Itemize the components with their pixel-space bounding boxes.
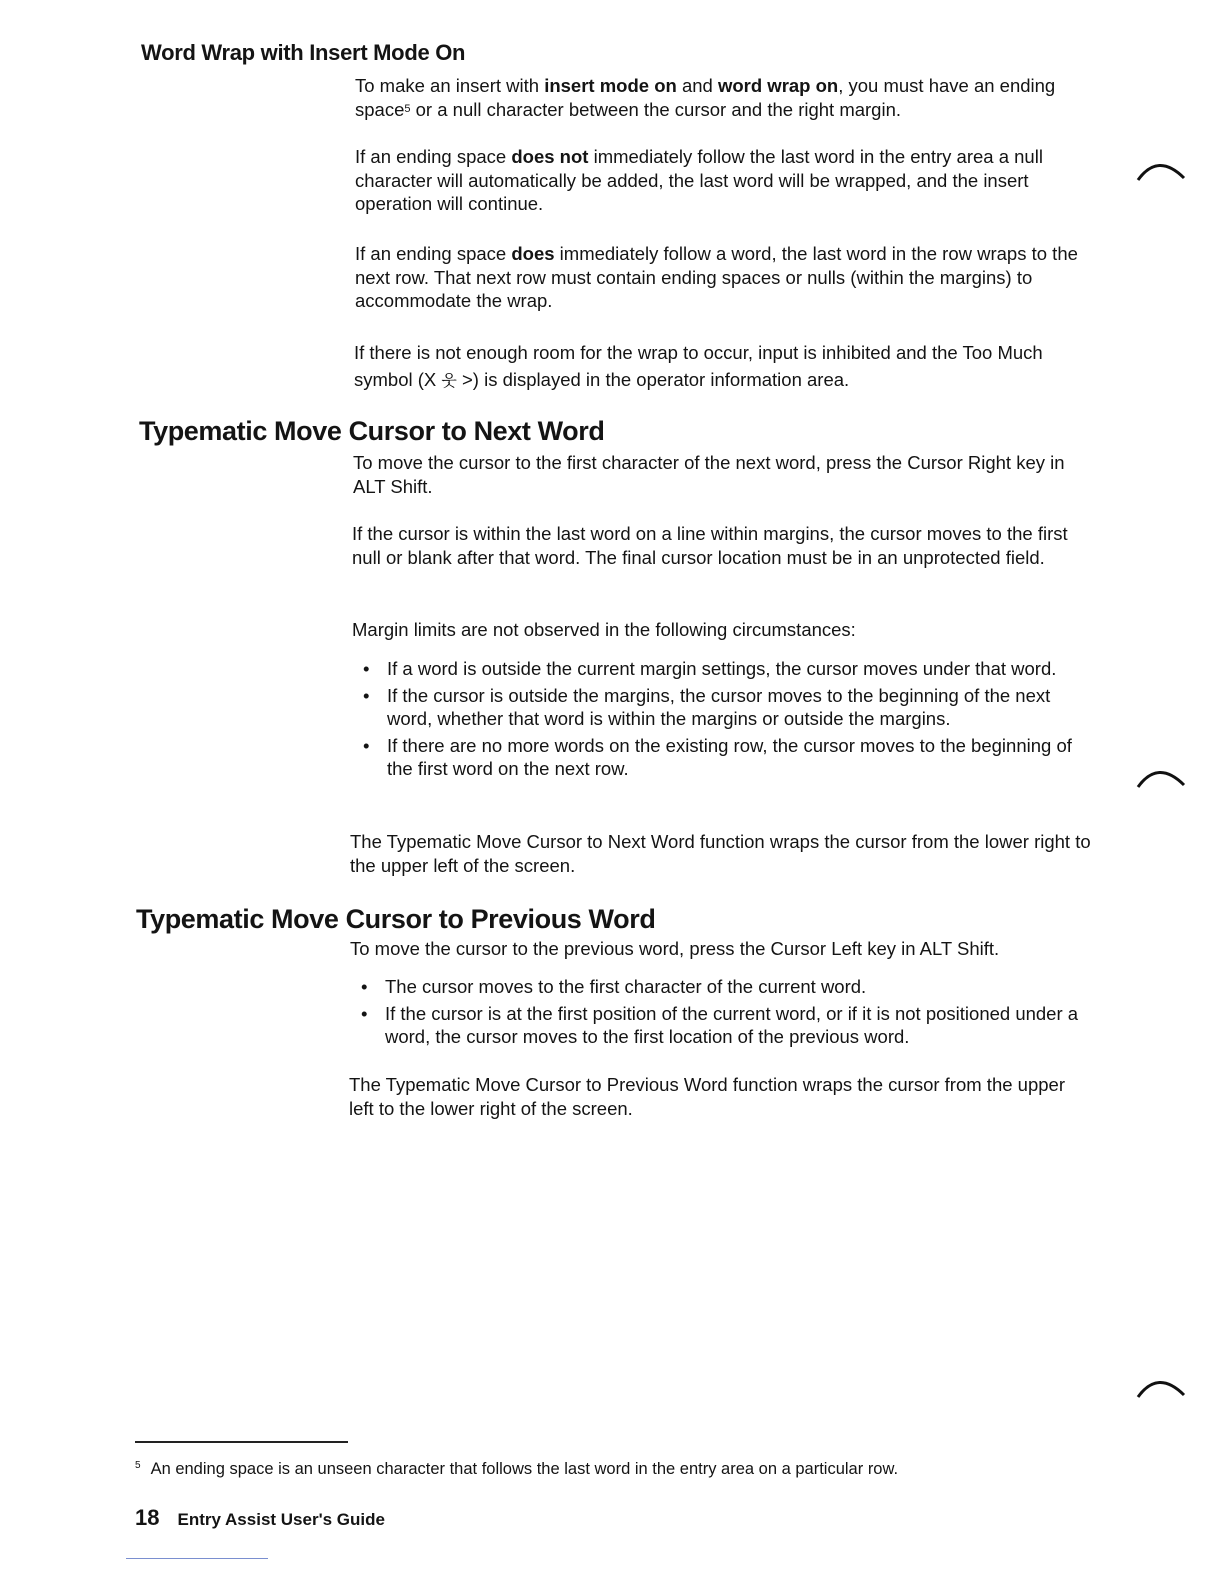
- footnote-text: An ending space is an unseen character that follows the last word in the entry area on a particular row.: [150, 1460, 899, 1478]
- bold-text: does not: [511, 146, 589, 167]
- text: If an ending space: [355, 243, 512, 264]
- bullet-icon: •: [361, 976, 368, 997]
- paragraph-no-ending-space: [355, 145, 1100, 216]
- too-much-symbol-icon: 웃: [441, 373, 457, 390]
- footnote-number: 5: [135, 1460, 141, 1471]
- section-heading-next-word: Typematic Move Cursor to Next Word: [139, 416, 605, 446]
- bullet-icon: •: [363, 658, 370, 679]
- paragraph-previous-word-wrap: The Typematic Move Cursor to Previous Word function wraps the cursor from the upper left to the lower right of the screen.: [349, 1074, 1065, 1119]
- section-heading-word-wrap: Word Wrap with Insert Mode On: [141, 40, 466, 65]
- bullet-icon: •: [361, 1002, 368, 1024]
- footnote-reference: 5: [404, 102, 411, 115]
- paragraph-ending-space: [355, 242, 1100, 313]
- list-item-text: If the cursor is outside the margins, the cursor moves to the beginning of the next word, whether that word is within the margins or outside the margins.: [387, 684, 1051, 729]
- list-item-text: If there are no more words on the existing row, the cursor moves to the beginning of the first word on the next row.: [387, 734, 1072, 779]
- bold-text: word wrap on: [717, 75, 839, 96]
- list-item-text: If the cursor is at the first position of the current word, or if it is not positioned under a word, the cursor moves to the first location of the previous word.: [385, 1002, 1079, 1047]
- text: To make an insert with: [355, 75, 545, 96]
- footer-title: Entry Assist User's Guide: [177, 1510, 385, 1529]
- text: If an ending space: [355, 146, 512, 167]
- text: If there is not enough room for the wrap to occur, input is inhibited and the Too Much symbol (X: [354, 342, 1043, 390]
- list-item-text: The cursor moves to the first character of the current word.: [385, 976, 867, 997]
- list-item: [359, 1002, 1079, 1049]
- bullet-icon: •: [363, 734, 370, 756]
- binder-hole-mark-icon: [1130, 1367, 1190, 1407]
- text: and: [676, 75, 718, 96]
- text: immediately follow the last word in the entry area a null character will automatically be added, the last word will be wrapped, and the insert operation will continue.: [355, 146, 1043, 214]
- paragraph-next-word-intro: To move the cursor to the first character of the next word, press the Cursor Right key in ALT Shift.: [353, 452, 1065, 497]
- binder-hole-mark-icon: [1130, 150, 1190, 190]
- paragraph-next-word-wrap: The Typematic Move Cursor to Next Word function wraps the cursor from the lower right to the upper left of the screen.: [350, 831, 1091, 876]
- text: immediately follow a word, the last word in the row wraps to the next row. That next row must contain ending spaces or nulls (within the margins) to accommodate the wrap.: [355, 243, 1078, 311]
- list-item: [361, 684, 1081, 731]
- footnote-rule: [135, 1441, 348, 1443]
- text: >) is displayed in the operator information area.: [456, 369, 850, 390]
- list-item: [361, 734, 1081, 781]
- bullet-icon: •: [363, 684, 370, 706]
- list-item: [361, 657, 1081, 681]
- section-heading-previous-word: Typematic Move Cursor to Previous Word: [136, 904, 656, 934]
- paragraph-next-word-within-margins: If the cursor is within the last word on a line within margins, the cursor moves to the first null or blank after that word. The final cursor location must be in an unprotected field.: [352, 523, 1068, 568]
- text: , you must have an ending space: [355, 75, 1056, 120]
- bullet-list-next-word: [361, 657, 1081, 784]
- paragraph-too-much-symbol: [354, 339, 1099, 395]
- text: or a null character between the cursor and the right margin.: [410, 98, 902, 120]
- list-item-text: If a word is outside the current margin settings, the cursor moves under that word.: [387, 658, 1057, 679]
- paragraph-previous-word-intro: To move the cursor to the previous word, press the Cursor Left key in ALT Shift.: [350, 938, 1000, 959]
- bold-text: does: [511, 243, 555, 264]
- page-number: 18: [135, 1505, 160, 1530]
- bullet-list-previous-word: [359, 975, 1079, 1052]
- list-item: [359, 975, 1079, 999]
- scan-edge-line: [126, 1558, 268, 1559]
- page-footer: [135, 1505, 385, 1531]
- paragraph-insert-requirements: [355, 74, 1100, 121]
- paragraph-margin-limits: Margin limits are not observed in the following circumstances:: [352, 619, 856, 640]
- binder-hole-mark-icon: [1130, 757, 1190, 797]
- bold-text: insert mode on: [544, 75, 677, 96]
- footnote: [135, 1460, 898, 1479]
